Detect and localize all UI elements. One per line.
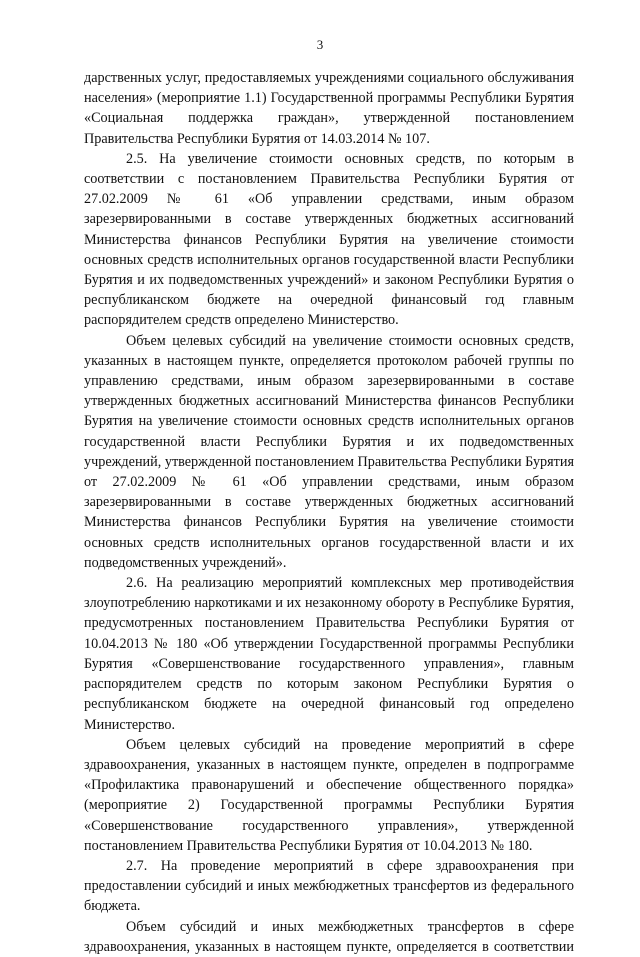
page-number: 3 — [316, 37, 324, 52]
paragraph-subsidy-volume-2-5: Объем целевых субсидий на увеличение стоимости основных средств, указанных в настоящем пункте, определяется протоколом рабочей группы по управлению средствами, иным образом зарезервированными в составе утвержденных бюджетных ассигнований Министерства финансов Республики Бурятия на увеличение стоимости основных средств исполнительных органов государственной власти Республики Бурятия и их подведомственных учреждений, утвержденной постановлением Правительства Республики Бурятия от 27.02.2009 № 61 «Об управлении средствами, иным образом зарезервированными в составе утвержденных бюджетных ассигнований Министерства финансов Республики Бурятия на увеличение стоимости основных средств исполнительных органов государственной власти и их подведомственных учреждений». — [84, 332, 574, 571]
paragraph-subsidy-volume-2-6: Объем целевых субсидий на проведение мероприятий в сфере здравоохранения, указанных в настоящем пункте, определен в подпрограмме «Профилактика правонарушений и обеспечение общественного порядка» (мероприятие 2) Государственной программы Республики Бурятия «Совершенствование государственного управления», утвержденной постановлением Правительства Республики Бурятия от 10.04.2013 № 180. — [84, 736, 574, 854]
paragraph-clause-2-7: 2.7. На проведение мероприятий в сфере здравоохранения при предоставлении субсидий и иных межбюджетных трансфертов из федерального бюджета. — [84, 857, 574, 915]
paragraph-continuation: дарственных услуг, предоставляемых учреждениями социального обслуживания населения» (мероприятие 1.1) Государственной программы Республики Бурятия «Социальная поддержка граждан», утвержденной постановлением Правительства Республики Бурятия от 14.03.2014 № 107. — [84, 70, 574, 147]
paragraph-clause-2-5: 2.5. На увеличение стоимости основных средств, по которым в соответствии с постановлением Правительства Республики Бурятия от 27.02.2009 № 61 «Об управлении средствами, иным образом зарезервированными в составе утвержденных бюджетных ассигнований Министерства финансов Республики Бурятия на увеличение стоимости основных средств исполнительных органов государственной власти Республики Бурятия и их подведомственных учреждений» и законом Республики Бурятия о республиканском бюджете на очередной финансовый год главным распорядителем средств определено Министерство. — [84, 150, 574, 329]
paragraph-clause-2-6: 2.6. На реализацию мероприятий комплексных мер противодействия злоупотреблению наркотиками и их незаконному обороту в Республике Бурятия, предусмотренных постановлением Правительства Республики Бурятия от 10.04.2013 № 180 «Об утверждении Государственной программы Республики Бурятия «Совершенствование государственного управления», главным распорядителем средств по которым законом Республики Бурятия о республиканском бюджете на очередной финансовый год определено Министерство. — [84, 575, 574, 733]
paragraph-subsidy-volume-2-7: Объем субсидий и иных межбюджетных трансфертов в сфере здравоохранения, указанных в настоящем пункте, определяется в соответствии — [84, 918, 574, 955]
document-body — [84, 68, 574, 957]
